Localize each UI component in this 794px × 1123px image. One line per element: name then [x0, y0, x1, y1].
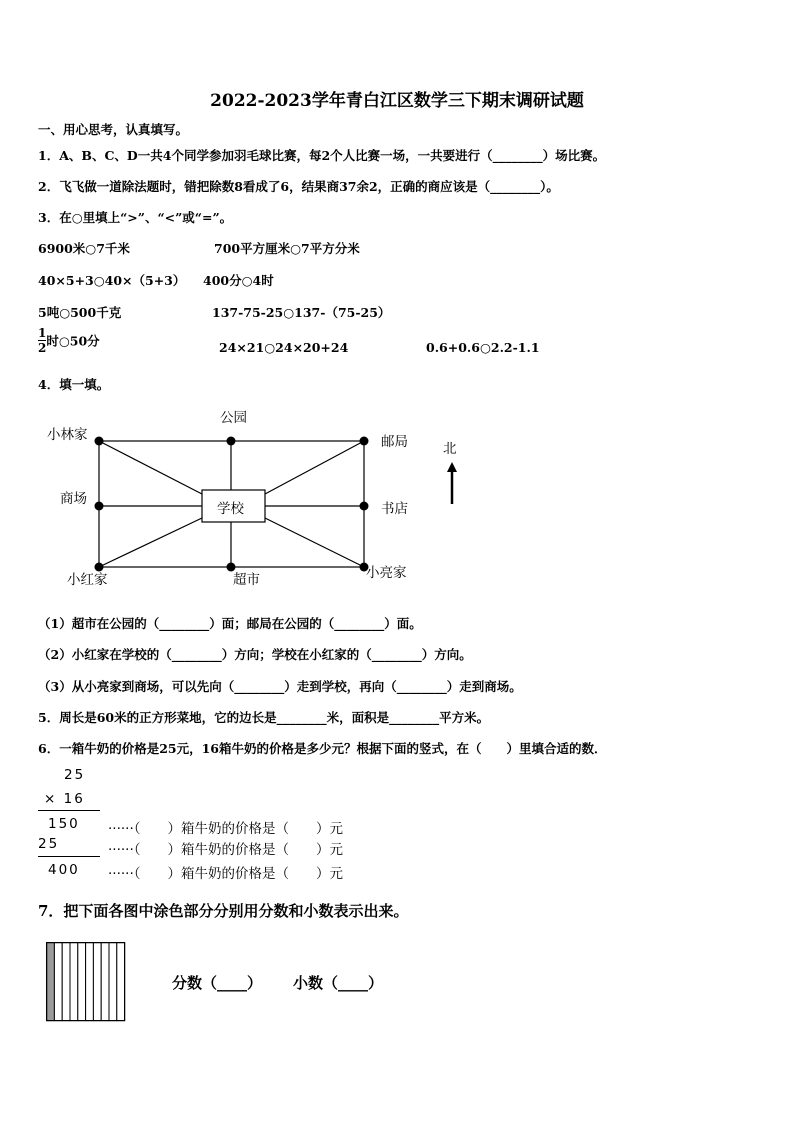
label-school: 学校: [217, 501, 244, 517]
label-market: 超市: [233, 572, 260, 588]
point-park: [227, 437, 236, 446]
fraction-numerator: 1: [38, 326, 47, 340]
fraction-denominator: 2: [38, 341, 47, 355]
strip: [70, 943, 78, 1021]
compare-item: 24×21○24×20+24: [219, 340, 349, 355]
road-xiaoliang-school: [265, 518, 364, 567]
question-4-3: （3）从小亮家到商场，可以先向（________）走到学校，再向（________）走到商场。: [38, 679, 522, 694]
compare-item: 6900米○7千米: [38, 241, 130, 256]
shaded-strip: [47, 943, 55, 1021]
shaded-strip-figure: [46, 942, 126, 1022]
label-park: 公园: [220, 410, 247, 426]
point-mall: [95, 502, 104, 511]
strip: [109, 943, 117, 1021]
point-bookstore: [360, 502, 369, 511]
page-title: 2022-2023学年青白江区数学三下期末调研试题: [210, 91, 584, 111]
label-xiaohong: 小红家: [67, 572, 108, 588]
strip: [62, 943, 70, 1021]
compare-item: 5吨○500千克: [38, 305, 122, 320]
point-xiaolin: [95, 437, 104, 446]
road-xiaohong-school: [99, 518, 202, 567]
label-north: 北: [443, 441, 457, 457]
point-post: [360, 437, 369, 446]
calc-explain-2: ······（ ）箱牛奶的价格是（ ）元: [108, 842, 343, 858]
fraction-answer: 分数（____）: [172, 974, 263, 992]
question-6: 6．一箱牛奶的价格是25元，16箱牛奶的价格是多少元？根据下面的竖式，在（ ）里填合适的数．: [38, 741, 607, 756]
calc-rule: [38, 810, 100, 811]
strip: [54, 943, 62, 1021]
section-heading: 一、用心思考，认真填写。: [38, 122, 189, 137]
calc-partial-2: 25: [38, 836, 60, 852]
question-7: 7．把下面各图中涂色部分分别用分数和小数表示出来。: [38, 902, 409, 920]
strip: [86, 943, 94, 1021]
label-post: 邮局: [381, 434, 408, 450]
compare-item: 40×5+3○40×（5+3）: [38, 273, 186, 288]
question-5: 5．周长是60米的正方形菜地，它的边长是________米，面积是________平方米。: [38, 710, 490, 725]
label-xiaoliang: 小亮家: [366, 565, 407, 581]
calc-rule: [38, 856, 100, 857]
compare-item: 400分○4时: [203, 273, 274, 288]
direction-map: [40, 400, 480, 595]
calc-multiplier: × 16: [44, 791, 85, 807]
question-4-1: （1）超市在公园的（________）面；邮局在公园的（________）面。: [38, 616, 422, 631]
calc-multiplicand: 25: [64, 767, 86, 783]
label-bookstore: 书店: [381, 501, 408, 517]
compare-item: 137-75-25○137-（75-25）: [212, 305, 391, 320]
compare-item: 700平方厘米○7平方分米: [214, 241, 360, 256]
strip: [101, 943, 109, 1021]
question-2: 2．飞飞做一道除法题时，错把除数8看成了6，结果商37余2，正确的商应该是（________）。: [38, 179, 559, 194]
north-arrow-icon: [447, 462, 457, 472]
question-4: 4．填一填。: [38, 377, 110, 392]
strip: [78, 943, 86, 1021]
question-4-2: （2）小红家在学校的（________）方向；学校在小红家的（________）方向。: [38, 647, 472, 662]
compare-item-fraction: [38, 326, 100, 355]
point-market: [227, 563, 236, 572]
decimal-answer: 小数（____）: [293, 974, 384, 992]
question-3: 3．在○里填上“>”、“<”或“=”。: [38, 210, 233, 225]
calc-total: 400: [48, 862, 80, 878]
calc-explain-1: ······（ ）箱牛奶的价格是（ ）元: [108, 821, 343, 837]
label-xiaolin: 小林家: [47, 427, 88, 443]
road-post-school: [265, 441, 364, 494]
strip: [93, 943, 101, 1021]
question-1: 1．A、B、C、D一共4个同学参加羽毛球比赛，每2个人比赛一场，一共要进行（________）场比赛。: [38, 148, 606, 163]
calc-explain-3: ······（ ）箱牛奶的价格是（ ）元: [108, 866, 343, 882]
strip: [117, 943, 125, 1021]
calc-partial-1: 150: [48, 816, 80, 832]
compare-item: 0.6+0.6○2.2-1.1: [426, 340, 540, 355]
compare-item-text: 时○50分: [46, 333, 100, 349]
label-mall: 商场: [60, 491, 87, 507]
point-xiaohong: [95, 563, 104, 572]
road-xiaolin-school: [99, 441, 202, 494]
